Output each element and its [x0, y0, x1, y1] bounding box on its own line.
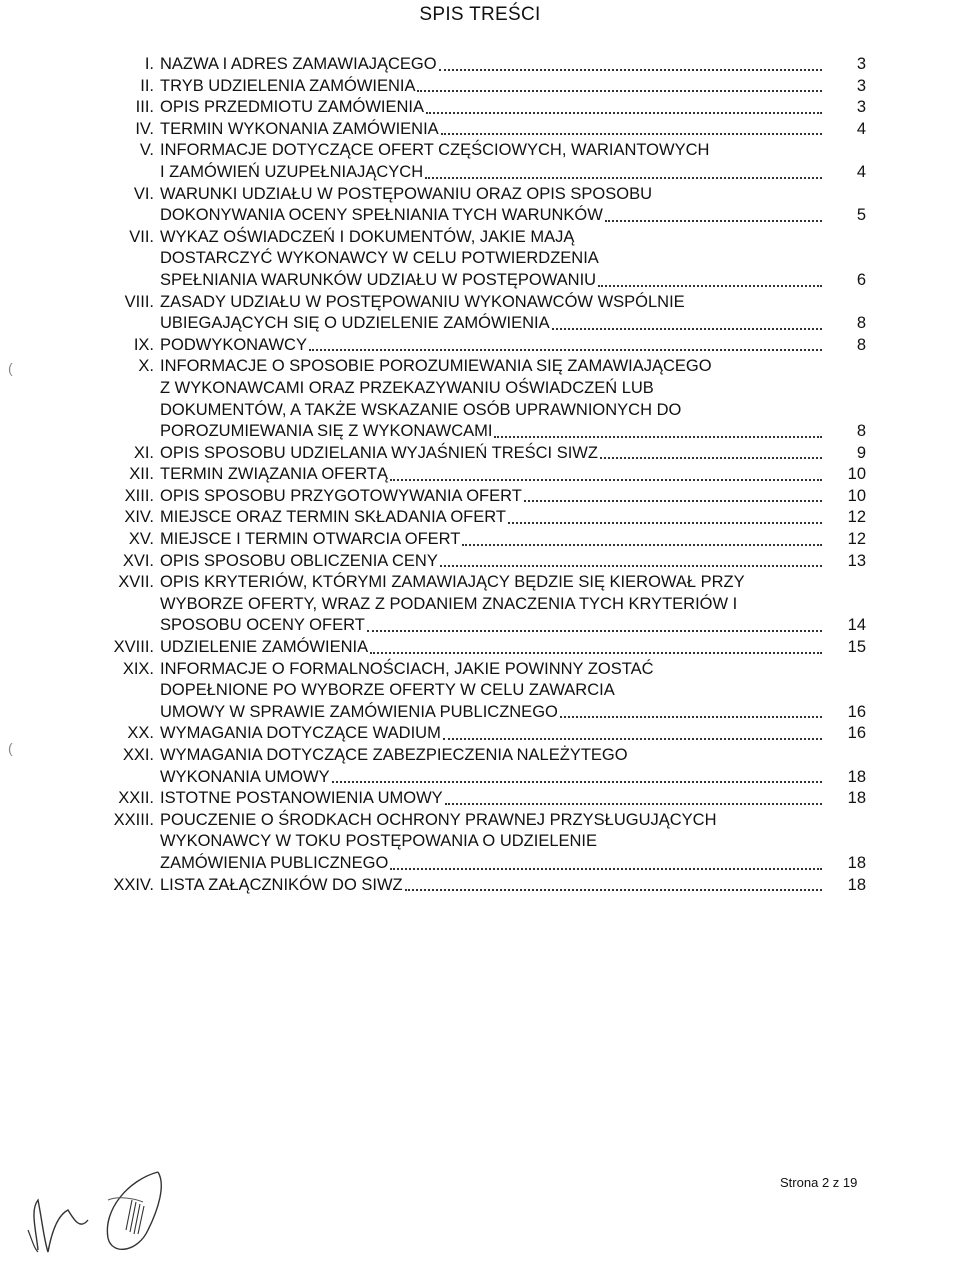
toc-entry-title-line: SPOSOBU OCENY OFERT — [160, 616, 365, 635]
dot-leader — [405, 889, 822, 891]
toc-entry-number: VI. — [133, 184, 154, 203]
toc-entry-number: I. — [144, 55, 154, 73]
toc-entry-title-line: LISTA ZAŁĄCZNIKÓW DO SIWZ — [160, 875, 403, 894]
toc-entry-number: XVIII. — [113, 638, 154, 657]
toc-entry-title-line: DOKONYWANIA OCENY SPEŁNIANIA TYCH WARUNKÓW — [160, 206, 603, 225]
page-footer — [780, 1175, 857, 1190]
toc-entry-title-line: DOPEŁNIONE PO WYBORZE OFERTY W CELU ZAWARCIA — [160, 681, 615, 700]
toc-entry-title — [160, 551, 830, 573]
dot-leader — [440, 565, 822, 567]
dot-leader — [332, 781, 822, 783]
toc-entry-page-number: 9 — [856, 443, 866, 462]
toc-entry — [98, 140, 898, 183]
toc-entry-page-number: 13 — [847, 551, 866, 570]
toc-entry-number: XX. — [127, 724, 154, 743]
toc-entry-title — [160, 637, 830, 659]
toc-entry-title — [160, 788, 830, 810]
toc-entry-title-line: OPIS SPOSOBU PRZYGOTOWYWANIA OFERT — [160, 486, 522, 505]
toc-entry — [98, 551, 898, 573]
toc-entry-title — [160, 464, 830, 486]
toc-entry-page-number: 8 — [856, 422, 866, 441]
toc-entry-title-line: ISTOTNE POSTANOWIENIA UMOWY — [160, 789, 443, 808]
toc-entry-title-line: INFORMACJE O FORMALNOŚCIACH, JAKIE POWINNY ZOSTAĆ — [160, 659, 654, 678]
toc-entry-title-line: POUCZENIE O ŚRODKACH OCHRONY PRAWNEJ PRZYSŁUGUJĄCYCH — [160, 810, 717, 829]
toc-entry-title — [160, 292, 830, 335]
toc-entry-page-number: 8 — [856, 335, 866, 354]
toc-entry — [98, 464, 898, 486]
footer-prefix: Strona — [780, 1175, 819, 1190]
toc-entry-title — [160, 572, 830, 637]
toc-entry-title — [160, 97, 830, 119]
toc-entry-title-line: TERMIN WYKONANIA ZAMÓWIENIA — [160, 119, 439, 138]
toc-entry-page-number: 3 — [856, 98, 866, 117]
toc-entry-title-line: POROZUMIEWANIA SIĘ Z WYKONAWCAMI — [160, 422, 493, 441]
toc-entry-title-line: OPIS SPOSOBU UDZIELANIA WYJAŚNIEŃ TREŚCI SIWZ — [160, 443, 598, 462]
toc-entry-title-line: WARUNKI UDZIAŁU W POSTĘPOWANIU ORAZ OPIS SPOSOBU — [160, 184, 652, 203]
toc-entry-title-line: TERMIN ZWIĄZANIA OFERTĄ — [160, 465, 388, 484]
toc-entry-page-number: 18 — [847, 767, 866, 786]
dot-leader — [439, 69, 822, 71]
dot-leader — [605, 220, 822, 222]
toc-entry-number: IV. — [135, 119, 154, 138]
toc-entry-number: III. — [135, 98, 154, 117]
toc-entry-title-line: Z WYKONAWCAMI ORAZ PRZEKAZYWANIU OŚWIADCZEŃ LUB — [160, 378, 654, 397]
toc-entry-title-line: MIEJSCE I TERMIN OTWARCIA OFERT — [160, 530, 461, 549]
toc-entry — [98, 356, 898, 442]
toc-entry-title-line: UBIEGAJĄCYCH SIĘ O UDZIELENIE ZAMÓWIENIA — [160, 314, 550, 333]
toc-entry-page-number: 16 — [847, 724, 866, 743]
toc-entry-title-line: WYBORZE OFERTY, WRAZ Z PODANIEM ZNACZENIA TYCH KRYTERIÓW I — [160, 594, 738, 613]
toc-entry-title — [160, 356, 830, 442]
toc-entry-title-line: WYMAGANIA DOTYCZĄCE ZABEZPIECZENIA NALEŻYTEGO — [160, 746, 628, 764]
dot-leader — [441, 133, 822, 135]
toc-entry-title — [160, 723, 830, 745]
toc-entry — [98, 97, 898, 119]
toc-entry-title-line: I ZAMÓWIEŃ UZUPEŁNIAJĄCYCH — [160, 162, 424, 181]
page-title: SPIS TREŚCI — [419, 4, 541, 25]
dot-leader — [309, 349, 822, 351]
toc-entry-page-number: 18 — [847, 875, 866, 894]
toc-entry — [98, 788, 898, 810]
toc-entry-title — [160, 76, 830, 98]
toc-entry-title — [160, 507, 830, 529]
dot-leader — [462, 544, 822, 546]
dot-leader — [370, 652, 822, 654]
toc-entry-title-line: MIEJSCE ORAZ TERMIN SKŁADANIA OFERT — [160, 508, 506, 527]
toc-entry-page-number: 12 — [847, 530, 866, 549]
toc-entry-number: VII. — [129, 227, 154, 246]
toc-entry-title — [160, 54, 830, 76]
toc-entry-title-line: INFORMACJE O SPOSOBIE POROZUMIEWANIA SIĘ ZAMAWIAJĄCEGO — [160, 357, 712, 376]
toc-entry-title — [160, 529, 830, 551]
toc-entry — [98, 227, 898, 292]
toc-entry-number: XXIII. — [113, 810, 154, 829]
dot-leader — [426, 112, 822, 114]
toc-entry — [98, 119, 898, 141]
handwritten-signature — [8, 1160, 208, 1260]
toc-entry-number: XVI. — [122, 551, 154, 570]
toc-entry-number: II. — [140, 76, 154, 95]
toc-entry-number: XIV. — [124, 508, 154, 527]
toc-entry — [98, 529, 898, 551]
toc-entry-title-line: DOKUMENTÓW, A TAKŻE WSKAZANIE OSÓB UPRAWNIONYCH DO — [160, 400, 682, 419]
toc-entry — [98, 637, 898, 659]
toc-entry-title-line: PODWYKONAWCY — [160, 335, 307, 354]
dot-leader — [390, 868, 822, 870]
toc-entry-number: XI. — [133, 443, 154, 462]
toc-entry-title-line: OPIS SPOSOBU OBLICZENIA CENY — [160, 551, 438, 570]
toc-entry-title-line: WYKAZ OŚWIADCZEŃ I DOKUMENTÓW, JAKIE MAJĄ — [160, 227, 575, 246]
toc-entry-page-number: 4 — [856, 119, 866, 138]
toc-entry-page-number: 6 — [856, 270, 866, 289]
toc-entry-title-line: OPIS KRYTERIÓW, KTÓRYMI ZAMAWIAJĄCY BĘDZIE SIĘ KIEROWAŁ PRZY — [160, 573, 745, 592]
toc-entry-page-number: 18 — [847, 853, 866, 872]
dot-leader — [443, 738, 822, 740]
margin-mark: ( — [8, 740, 13, 756]
toc-entry-page-number: 4 — [856, 162, 866, 181]
margin-mark: ( — [8, 360, 13, 376]
toc-entry-title — [160, 875, 830, 897]
toc-entry-number: XII. — [129, 465, 154, 484]
toc-entry-page-number: 3 — [856, 55, 866, 73]
toc-entry-title-line: ZASADY UDZIAŁU W POSTĘPOWANIU WYKONAWCÓW WSPÓLNIE — [160, 292, 685, 311]
dot-leader — [552, 328, 822, 330]
toc-entry — [98, 76, 898, 98]
dot-leader — [598, 285, 822, 287]
dot-leader — [508, 522, 822, 524]
toc-entry — [98, 572, 898, 637]
dot-leader — [390, 479, 822, 481]
toc-entry-page-number: 3 — [856, 76, 866, 95]
toc-entry — [98, 292, 898, 335]
toc-entry-title — [160, 140, 830, 183]
toc-entry-title — [160, 659, 830, 724]
toc-entry-title — [160, 810, 830, 875]
toc-entry-number: XV. — [128, 530, 154, 549]
table-of-contents — [98, 54, 898, 896]
toc-entry-number: XVII. — [118, 573, 154, 592]
toc-entry-title — [160, 119, 830, 141]
toc-entry-title — [160, 227, 830, 292]
toc-entry — [98, 184, 898, 227]
toc-entry-number: VIII. — [124, 292, 154, 311]
toc-entry-title — [160, 443, 830, 465]
toc-entry — [98, 486, 898, 508]
toc-entry-title-line: INFORMACJE DOTYCZĄCE OFERT CZĘŚCIOWYCH, WARIANTOWYCH — [160, 141, 710, 160]
toc-entry-number: XIII. — [124, 486, 154, 505]
toc-entry-title-line: WYKONAWCY W TOKU POSTĘPOWANIA O UDZIELENIE — [160, 832, 598, 851]
toc-entry-number: XXII. — [118, 789, 154, 808]
toc-entry-page-number: 5 — [856, 206, 866, 225]
dot-leader — [494, 436, 822, 438]
toc-entry-page-number: 10 — [847, 465, 866, 484]
toc-entry — [98, 810, 898, 875]
toc-entry — [98, 443, 898, 465]
toc-entry-title — [160, 335, 830, 357]
footer-of: z — [832, 1175, 840, 1190]
toc-entry-title-line: ZAMÓWIENIA PUBLICZNEGO — [160, 853, 389, 872]
dot-leader — [560, 716, 822, 718]
toc-entry — [98, 723, 898, 745]
toc-entry-title-line: WYKONANIA UMOWY — [160, 767, 330, 786]
toc-entry-page-number: 15 — [847, 638, 866, 657]
toc-entry-title-line: NAZWA I ADRES ZAMAWIAJĄCEGO — [160, 55, 437, 73]
toc-entry-title-line: WYMAGANIA DOTYCZĄCE WADIUM — [160, 724, 441, 743]
toc-entry — [98, 335, 898, 357]
toc-entry-page-number: 8 — [856, 314, 866, 333]
toc-entry — [98, 659, 898, 724]
toc-entry-title-line: TRYB UDZIELENIA ZAMÓWIENIA — [160, 76, 416, 95]
toc-entry-title-line: UMOWY W SPRAWIE ZAMÓWIENIA PUBLICZNEGO — [160, 702, 558, 721]
toc-entry-title-line: SPEŁNIANIA WARUNKÓW UDZIAŁU W POSTĘPOWANIU — [160, 270, 597, 289]
toc-entry-number: V. — [139, 141, 154, 160]
toc-entry — [98, 507, 898, 529]
toc-entry-number: XIX. — [122, 659, 154, 678]
dot-leader — [417, 90, 822, 92]
toc-entry-page-number: 12 — [847, 508, 866, 527]
dot-leader — [367, 630, 822, 632]
footer-current-page: 2 — [821, 1175, 830, 1190]
toc-entry-title-line: DOSTARCZYĆ WYKONAWCY W CELU POTWIERDZENIA — [160, 249, 599, 268]
dot-leader — [445, 803, 822, 805]
toc-entry — [98, 745, 898, 788]
toc-entry-page-number: 18 — [847, 789, 866, 808]
toc-entry-page-number: 14 — [847, 616, 866, 635]
toc-entry-title — [160, 486, 830, 508]
dot-leader — [524, 500, 822, 502]
toc-entry-number: IX. — [133, 335, 154, 354]
dot-leader — [600, 457, 822, 459]
toc-entry-number: XXIV. — [113, 875, 154, 894]
toc-entry-page-number: 10 — [847, 486, 866, 505]
toc-entry-title-line: UDZIELENIE ZAMÓWIENIA — [160, 638, 369, 657]
toc-entry-title — [160, 745, 830, 788]
toc-entry-page-number: 16 — [847, 702, 866, 721]
dot-leader — [425, 177, 822, 179]
toc-entry-title — [160, 184, 830, 227]
toc-entry — [98, 875, 898, 897]
footer-total-pages: 19 — [842, 1175, 858, 1190]
toc-entry-number: XXI. — [122, 746, 154, 764]
toc-entry-title-line: OPIS PRZEDMIOTU ZAMÓWIENIA — [160, 98, 425, 117]
toc-entry-number: X. — [138, 357, 154, 376]
toc-entry — [98, 54, 898, 76]
